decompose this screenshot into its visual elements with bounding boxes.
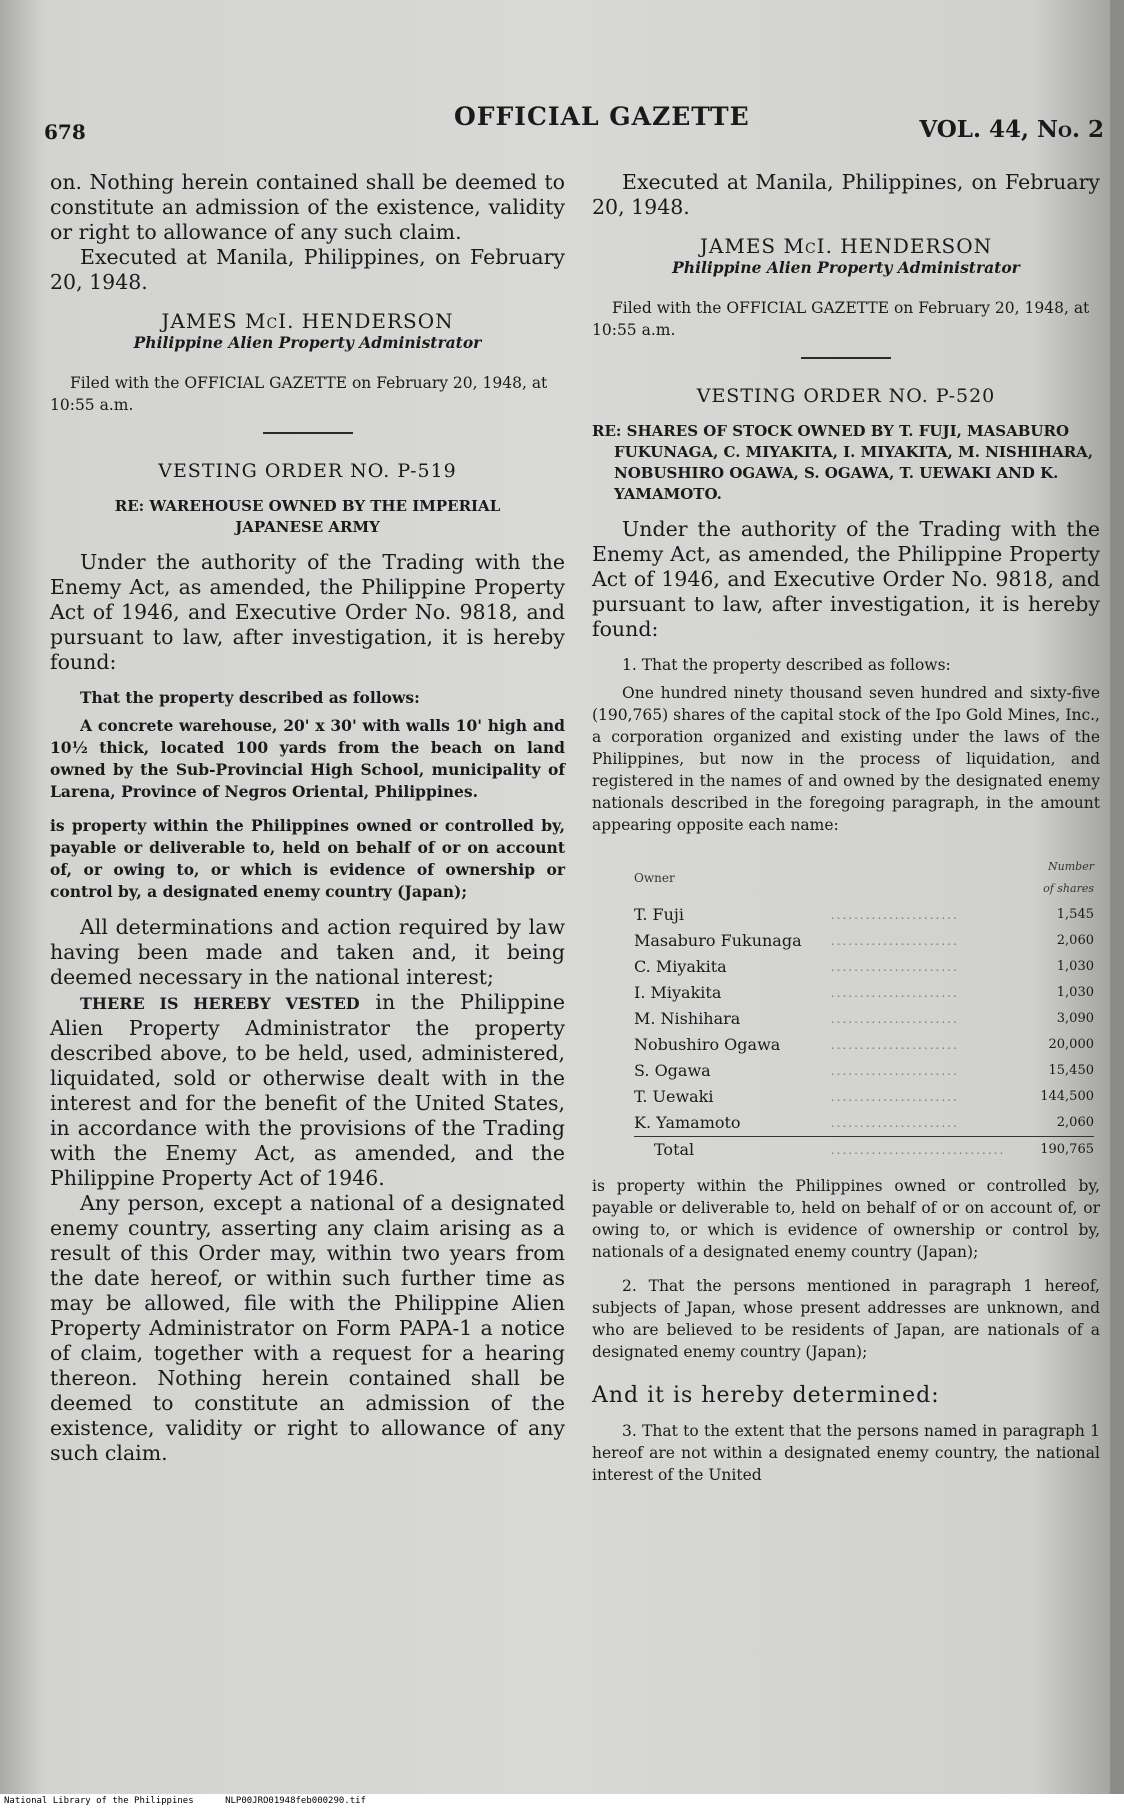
filed-line: Filed with the OFFICIAL GAZETTE on February 20, 1948, at 10:55 a.m. (592, 299, 1090, 339)
item-3: 3. That to the extent that the persons named in paragraph 1 hereof are not within a designated enemy country, the national interest of the United (592, 1422, 1100, 1484)
owner-header: Owner (634, 871, 675, 885)
authority-paragraph: Under the authority of the Trading with the Enemy Act, as amended, the Philippine Property Act of 1946, and Executive Order No. 9818, and pursuant to law, after investigation, it is hereby found: (592, 517, 1100, 641)
signatory-name: JAMES McI. HENDERSON (699, 234, 993, 258)
continued-paragraph: on. Nothing herein contained shall be deemed to constitute an admission of the existence, validity or right to allowance of any such claim. (50, 170, 565, 244)
section-divider (263, 432, 353, 434)
owner-name: K. Yamamoto (634, 1113, 741, 1132)
property-description: A concrete warehouse, 20' x 30' with walls 10' high and 10½ thick, located 100 yards from the beach on land owned by the Sub-Provincial High School, municipality of Larena, Province of Negros Oriental, Philippines. (50, 716, 565, 801)
owners-table (634, 854, 1094, 1163)
determined-heading: And it is hereby determined: (592, 1383, 940, 1408)
owner-shares: 15,450 (1048, 1063, 1094, 1078)
owner-shares: 2,060 (1056, 933, 1094, 948)
vested-paragraph (50, 990, 565, 1191)
signatory-role: Philippine Alien Property Administrator (133, 333, 482, 352)
section-divider (801, 357, 891, 359)
footer-file: NLP00JRO01948feb000290.tif (225, 1796, 366, 1806)
total-row: Total .............................. 190,765 (634, 1137, 1094, 1164)
table-row: I. Miyakita ...................... 1,030 (634, 980, 1094, 1006)
owner-name: M. Nishihara (634, 1009, 741, 1028)
owner-shares: 1,030 (1056, 985, 1094, 1000)
footer-source: National Library of the Philippines (4, 1796, 194, 1806)
determinations-paragraph: All determinations and action required by law having been made and taken and, it being deemed necessary in the national interest; (50, 915, 565, 989)
property-intro: That the property described as follows: (80, 688, 420, 707)
owner-name: Nobushiro Ogawa (634, 1035, 781, 1054)
vesting-order-heading: VESTING ORDER NO. P-519 (158, 460, 457, 482)
left-column (50, 170, 565, 1466)
shares-description: One hundred ninety thousand seven hundred and sixty-five (190,765) shares of the capital stock of the Ipo Gold Mines, Inc., a corporation organized and existing under the laws of the Philippines, but now in the process of liquidation, and registered in the names of and owned by the designated enemy nationals described in the foregoing paragraph, in the amount appearing opposite each name: (592, 684, 1100, 834)
signature-block (592, 234, 1100, 277)
vested-lead: THERE IS HEREBY VESTED (80, 994, 360, 1013)
volume-label: VOL. 44, No. 2 (919, 116, 1104, 143)
owner-name: T. Uewaki (634, 1087, 714, 1106)
re-line-2: JAPANESE ARMY (235, 518, 380, 536)
re-line: RE: SHARES OF STOCK OWNED BY T. FUJI, MASABURO FUKUNAGA, C. MIYAKITA, I. MIYAKITA, M. NISHIHARA, NOBUSHIRO OGAWA, S. OGAWA, T. UEWAKI AND K. YAMAMOTO. (592, 422, 1094, 503)
owner-shares: 2,060 (1056, 1115, 1094, 1130)
vesting-order-heading: VESTING ORDER NO. P-520 (696, 385, 996, 407)
table-row: C. Miyakita ...................... 1,030 (634, 954, 1094, 980)
re-line-1: RE: WAREHOUSE OWNED BY THE IMPERIAL (114, 497, 501, 515)
item-2: 2. That the persons mentioned in paragraph 1 hereof, subjects of Japan, whose present addresses are unknown, and who are believed to be residents of Japan, are nationals of a designated enemy country (Japan); (592, 1277, 1100, 1361)
number-header: Number of shares (1043, 860, 1094, 895)
owner-shares: 1,545 (1056, 907, 1094, 922)
owner-shares: 3,090 (1056, 1011, 1094, 1026)
scan-footer (0, 1794, 1124, 1808)
owner-name: Masaburo Fukunaga (634, 931, 802, 950)
vested-rest: in the Philippine Alien Property Administrator the property described above, to be held, used, administered, liquidated, sold or otherwise dealt with in the interest and for the benefit of the United States, in accordance with the provisions of the Trading with the Enemy Act, as amended, and the Philippine Property Act of 1946. (50, 990, 565, 1190)
owner-shares: 1,030 (1056, 959, 1094, 974)
table-row: S. Ogawa ...................... 15,450 (634, 1058, 1094, 1084)
is-property-paragraph: is property within the Philippines owned or controlled by, payable or deliverable to, held on behalf of or on account of, or owing to, or which is evidence of ownership or control by, nationals of a designated enemy country (Japan); (592, 1177, 1100, 1261)
owner-name: C. Miyakita (634, 957, 727, 976)
re-line (50, 496, 565, 538)
page-header (44, 98, 1104, 148)
table-row: T. Fuji ...................... 1,545 (634, 902, 1094, 928)
filed-line: Filed with the OFFICIAL GAZETTE on February 20, 1948, at 10:55 a.m. (50, 374, 548, 414)
owner-name: S. Ogawa (634, 1061, 711, 1080)
owner-shares: 20,000 (1048, 1037, 1094, 1052)
owner-name: I. Miyakita (634, 983, 722, 1002)
executed-line: Executed at Manila, Philippines, on February 20, 1948. (592, 170, 1100, 219)
any-person-paragraph: Any person, except a national of a designated enemy country, asserting any claim arising as a result of this Order may, within two years from the date hereof, or within such further time as may be allowed, file with the Philippine Alien Property Administrator on Form PAPA-1 a notice of claim, together with a request for a hearing thereon. Nothing herein contained shall be deemed to constitute an admission of the existence, validity or right to allowance of any such claim. (50, 1191, 565, 1465)
authority-paragraph: Under the authority of the Trading with the Enemy Act, as amended, the Philippine Property Act of 1946, and Executive Order No. 9818, and pursuant to law, after investigation, it is hereby found: (50, 550, 565, 674)
table-row: Nobushiro Ogawa ...................... 20,000 (634, 1032, 1094, 1058)
total-value: 190,765 (1032, 1137, 1094, 1164)
owner-name: T. Fuji (634, 905, 684, 924)
signatory-role: Philippine Alien Property Administrator (672, 258, 1020, 277)
table-row: Masaburo Fukunaga ...................... 2,060 (634, 928, 1094, 954)
owner-shares: 144,500 (1040, 1089, 1094, 1104)
signatory-name: JAMES McI. HENDERSON (161, 309, 454, 333)
table-row: T. Uewaki ...................... 144,500 (634, 1084, 1094, 1110)
executed-line: Executed at Manila, Philippines, on February 20, 1948. (50, 245, 565, 294)
item-1: 1. That the property described as follows: (622, 656, 951, 674)
is-property-paragraph: is property within the Philippines owned or controlled by, payable or deliverable to, held on behalf of or on account of, or owing to, or which is evidence of ownership or control by, a designated enemy country (Japan); (50, 816, 565, 901)
table-header (634, 854, 1094, 902)
right-column (592, 170, 1100, 1486)
signature-block (50, 309, 565, 352)
page-edge (1110, 0, 1124, 1808)
table-row: M. Nishihara ...................... 3,090 (634, 1006, 1094, 1032)
table-row: K. Yamamoto ...................... 2,060 (634, 1110, 1094, 1137)
page-number: 678 (44, 120, 86, 144)
total-label: Total (634, 1137, 827, 1164)
gazette-title: OFFICIAL GAZETTE (454, 102, 750, 131)
